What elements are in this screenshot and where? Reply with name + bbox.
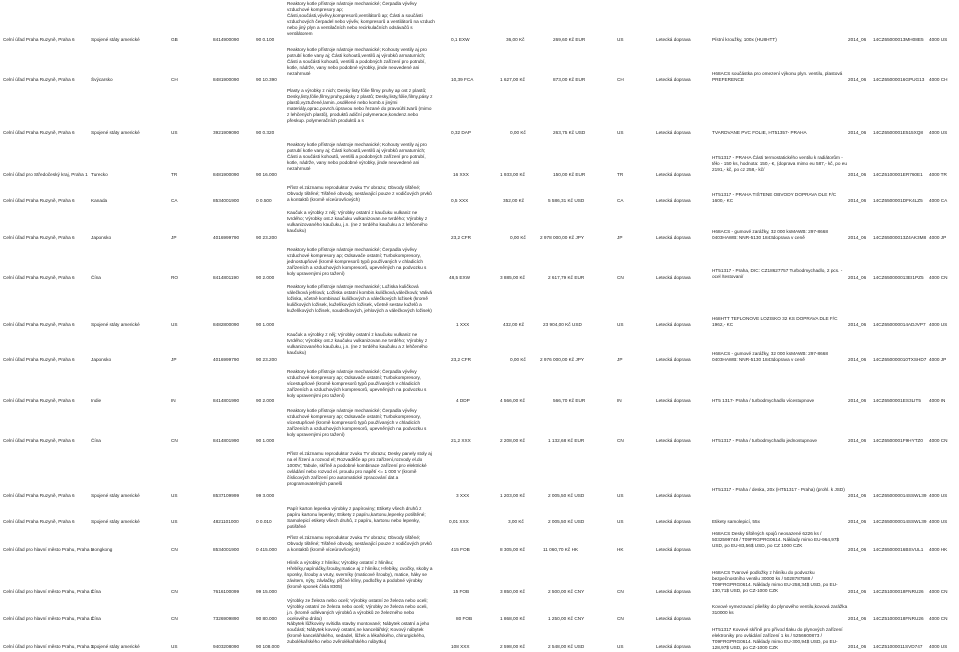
invoice-value: 2 978 000,00 Kč JPY (540, 235, 585, 240)
customs-office: Celní úřad pro hlavní město Prahu, Praha 1 (3, 547, 94, 552)
goods-description: Reaktory kotle přístroje nástroje mechanické; Čerpadla vývěvy vzduchové kompresory ap; Odsavače ostatní; Turbokompresory, vícestupňové (kromě kompresorů typů používaných v chladicích zařízeních a vzduchových kompresorů, upevněných na podvozku s koly upravenými pro tažení) (287, 369, 427, 399)
office-code: 4000 IN (929, 398, 946, 403)
preference-weight: 0 0.500 (256, 198, 272, 203)
quantity-incoterm: 1 XXX (456, 322, 470, 327)
origin-country: Japonsko (91, 235, 112, 240)
period: 2014_06 (848, 493, 867, 498)
goods-note: HT51317 - Praha / turbodmychadlo jednostupnove (712, 438, 818, 443)
goods-description: Reaktory kotle přístroje nástroje mechanické; Ložiska kuličková válečková jehlová; Ložiska ostatní kombin.kuličková,válečková; Valivá ložiska, včetně kombinací kuličkových a válečkových ložisek (kromě kuličkových ložisek, kuželíkových ložisek, včetně sestav kuželů a kuželíkových ložisek, soudečkových, jehlových a válečkových ložisek) (287, 284, 433, 314)
declaration-id: 14CZ650000013EI1PZ5 (873, 275, 924, 280)
customs-value: 3 850,00 Kč (500, 589, 526, 594)
office-code: 4000 JP (929, 357, 947, 362)
currency-country: HK (617, 547, 624, 552)
country-code: CN (171, 547, 178, 552)
transport-mode: Letecká doprava (656, 37, 691, 42)
period: 2014_06 (848, 275, 867, 280)
goods-note: HT51317 - Praha, DIC: CZ18627757 Turbodmychadlo, 2 pcs. - ocel /testovani/ (712, 268, 843, 280)
period: 2014_06 (848, 398, 867, 403)
customs-value: 4 566,00 Kč (500, 398, 526, 403)
currency-country: JP (617, 235, 623, 240)
office-code: 4000 CN (929, 438, 948, 443)
declaration-id: 14CZ6500001ES3LIT5 (873, 398, 921, 403)
preference-weight: 0 415.000 (256, 547, 277, 552)
hs-code: 8414801990 (213, 438, 240, 443)
customs-value: 8 305,00 Kč (500, 547, 526, 552)
quantity-incoterm: 21,2 XXX (451, 438, 471, 443)
goods-note: HT51317 - PRAHA TIŠTENE OBVODY DOPRAVA DLE F/C 1600,- KC (712, 192, 837, 204)
period: 2014_06 (848, 235, 867, 240)
hs-code: 8537109999 (213, 493, 240, 498)
office-code: 4000 HK (929, 547, 948, 552)
goods-note: Pístní kroužky, 100x (HU8HTT) (712, 37, 777, 42)
preference-weight: 90 2.000 (256, 398, 275, 403)
preference-weight: 90 2.000 (256, 275, 275, 280)
quantity-incoterm: 0,32 DAP (451, 130, 472, 135)
goods-note: H68ACS Desky tištěných spojů neosazené 6226 ks / 5032599748 / T09FRGPRG0614. Náklady mimo EU-964,97$ USD, po EU-83,56$ USD, po CZ 1000 CZK (712, 531, 840, 549)
quantity-incoterm: 48,5 EXW (449, 275, 471, 280)
invoice-value: 2 005,50 Kč USD (548, 493, 585, 498)
quantity-incoterm: 16 XXX (453, 172, 469, 177)
origin-country: Čína (91, 438, 101, 443)
preference-weight: 99 15.000 (256, 589, 277, 594)
office-code: 4000 CN (929, 275, 948, 280)
country-code: TR (171, 172, 178, 177)
customs-value: 1 868,00 Kč (500, 616, 526, 621)
quantity-incoterm: 0,01 XXX (449, 519, 469, 524)
office-code: 4000 US (929, 644, 948, 649)
transport-mode: Letecká doprava (656, 275, 691, 280)
preference-weight: 90 0.320 (256, 130, 275, 135)
period: 2014_06 (848, 322, 867, 327)
customs-office: Celní úřad pro hlavní město Prahu, Praha 1 (3, 644, 94, 649)
period: 2014_06 (848, 172, 867, 177)
country-code: US (171, 493, 178, 498)
period: 2014_06 (848, 589, 867, 594)
invoice-value: 2 617,79 Kč EUR (548, 275, 585, 280)
country-code: US (171, 322, 178, 327)
currency-country: CN (617, 275, 624, 280)
customs-value: 2 598,00 Kč (500, 644, 526, 649)
origin-country: Hongkong (91, 547, 113, 552)
customs-value: 1 203,00 Kč (500, 493, 526, 498)
declaration-id: 14CZ6500001F9HYTZ0 (873, 438, 924, 443)
invoice-value: 2 976 000,00 Kč JPY (540, 357, 585, 362)
declaration-id: 14CZ6500001DFK4LZ5 (873, 198, 923, 203)
customs-office: Celní úřad Praha Ruzyně, Praha 6 (3, 438, 75, 443)
preference-weight: 90 10.390 (256, 77, 277, 82)
country-code: IN (171, 398, 176, 403)
country-code: US (171, 644, 178, 649)
declaration-id: 14CZ51000018FNRU26 (873, 616, 924, 621)
currency-country: US (617, 37, 624, 42)
hs-code: 7616100099 (213, 589, 240, 594)
declaration-id: 14CZ650000010TXSHD7 (873, 357, 927, 362)
hs-code: 3921909090 (213, 130, 240, 135)
hs-code: 8481900090 (213, 172, 240, 177)
goods-description: Reaktory kotle přístroje nástroje mechanické; Čerpadla vývěvy vzduchové kompresory ap; Odsavače ostatní; Turbokompresory, jednostupňové (kromě kompresorů typů používaných v chladicích zařízeních a vzduchových kompresorů, upevněných na podvozku s koly upravenými pro tažení) (287, 247, 427, 277)
customs-office: Celní úřad pro hlavní město Prahu, Praha 1 (3, 589, 94, 594)
customs-office: Celní úřad Praha Ruzyně, Praha 6 (3, 398, 75, 403)
country-code: CN (171, 589, 178, 594)
customs-value: 432,00 Kč (503, 322, 525, 327)
customs-office: Celní úřad Praha Ruzyně, Praha 6 (3, 322, 75, 327)
office-code: 4000 US (929, 519, 948, 524)
hs-code: 8481900090 (213, 77, 240, 82)
transport-mode: Letecká doprava (656, 398, 691, 403)
quantity-incoterm: 108 XXX (451, 644, 470, 649)
goods-description: Papír karton lepenka výrobky z papíroviny; Etikety všech druhů z papíru kartonu lepenky; Etikety z papíru,kartonu,lepenky potištěné; Samolepicí etikety všech druhů, z papíru, kartonu nebo lepenky, potištěné (287, 506, 426, 530)
goods-description: Přístr el.záznamu reproduktor zvuku TV obrazu; Obvody tištěné; Obvody tištěné; Tištěné obvody, sestávající pouze z vodičových prvků a kontaktů (kromě víceúrovňových) (287, 185, 432, 203)
country-code: GB (171, 37, 178, 42)
transport-mode: Letecká doprava (656, 589, 691, 594)
period: 2014_06 (848, 37, 867, 42)
invoice-value: 1 250,00 Kč CNY (548, 616, 585, 621)
goods-note: HT5 1317- Praha / turbodmychadlo vícestupnove (712, 398, 815, 403)
office-code: 4000 US (929, 130, 948, 135)
quantity-incoterm: 10,39 FCA (451, 77, 474, 82)
transport-mode: Letecká doprava (656, 493, 691, 498)
currency-country: IN (617, 398, 622, 403)
goods-note: H68ACS Tvarové podložky z hliníku do podvozku bezpečnostního ventilu 30000 ks / 5028787588 / T09FRGPRG0614. Náklady mimo EU-258,34$ USD, po EU-130,71$ USD, po CZ-1000 CZK (712, 570, 838, 594)
declaration-id: 14CZ51000011SVD747 (873, 644, 923, 649)
transport-mode: Letecká doprava (656, 172, 691, 177)
quantity-incoterm: 23,2 CFR (451, 235, 472, 240)
hs-code: 7326909890 (213, 616, 240, 621)
goods-description: Kaučuk a výrobky z něj; Výrobky ostatní z kaučuku vulkaniz ne tvrdého; Výrobky ost.z kaučuku vulkanizovan.ne tvrdého; Výrobky z vulkanizovaného kaučuku, j.n. (ne z tvrdého kaučuku a z lehčeného kaučuku) (287, 332, 428, 356)
goods-description: Nábytek lůžkoviny svítidla stavby montované; Nábytek ostatní a jeho součásti; Nábytek kovový ostatní,ne kancelářský; Kovový nábytek (kromě kancelářského, sedadel, lůžek a lékařského, chirurgického, zubolékařského nebo zvěrolékařského nábytku) (287, 621, 430, 645)
preference-weight: 90 1.000 (256, 322, 275, 327)
customs-office: Celní úřad pro Středočeský kraj, Praha 1 (3, 172, 88, 177)
currency-country: TR (617, 172, 624, 177)
currency-country: CN (617, 616, 624, 621)
customs-office: Celní úřad Praha Ruzyně, Praha 6 (3, 357, 75, 362)
period: 2014_06 (848, 357, 867, 362)
customs-value: 3 885,00 Kč (500, 275, 526, 280)
goods-note: H68ACS - gumové zarážky, 32 000 ksMAWB: 297-8668 0403HAWB: NNR-5130 1843doprava v ceně (712, 351, 828, 363)
hs-code: 4821101000 (213, 519, 239, 524)
country-code: US (171, 130, 178, 135)
customs-office: Celní úřad Praha Ruzyně, Praha 6 (3, 235, 75, 240)
declaration-id: 14CZ6100001ER760E1 (873, 172, 923, 177)
declaration-id: 14CZ51000018FNRU26 (873, 589, 924, 594)
country-code: US (171, 519, 178, 524)
origin-country: Kanada (91, 198, 108, 203)
declaration-id: 14CZ650000014SSWL39 (873, 493, 927, 498)
country-code: RO (171, 275, 179, 280)
goods-description: Reaktory kotle přístroje nástroje mechanické; Kohouty ventily aj pro potrubí kotle vany aj; Části kohoutů,ventilů aj výrobků armaturních; Části a součásti kohoutů, ventilů a podobných zařízení pro potrubí, kotle, nádrže, vany nebo podobné výrobky, jinde neuvedené ani nezahrnuté (287, 47, 427, 77)
origin-country: Čína (91, 589, 101, 594)
period: 2014_06 (848, 644, 867, 649)
invoice-value: 5 586,31 Kč USD (548, 198, 585, 203)
preference-weight: 90 80.000 (256, 616, 277, 621)
customs-office: Celní úřad pro hlavní město Prahu, Praha 1 (3, 616, 94, 621)
declaration-id: 14CZ6500001E515XQ8 (873, 130, 924, 135)
transport-mode: Letecká doprava (656, 644, 691, 649)
origin-country: Spojené státy americké (91, 130, 140, 135)
currency-country: US (617, 493, 624, 498)
invoice-value: 269,60 Kč EUR (553, 37, 586, 42)
office-code: 4000 TR (929, 172, 947, 177)
invoice-value: 150,00 Kč EUR (553, 172, 586, 177)
customs-office: Celní úřad Praha Ruzyně, Praha 6 (3, 77, 75, 82)
invoice-value: 263,75 Kč USD (553, 130, 586, 135)
origin-country: Čína (91, 275, 101, 280)
goods-description: Reaktory kotle přístroje nástroje mechanické; Čerpadla vývěvy vzduchové kompresory ap; Části,součásti,vývěvy,kompresorů,ventilátorů ap; Části a součásti vzduchových čerpadel nebo vývěv, kompresorů a ventilátorů na vzduch nebo jiný plyn a ventilačních nebo recirkulačních odsávačů s ventilátorem (287, 1, 435, 37)
origin-country: Spojené státy americké (91, 37, 140, 42)
invoice-value: 566,70 Kč EUR (553, 398, 586, 403)
customs-value: 2 208,00 Kč (500, 438, 526, 443)
country-code: JP (171, 235, 177, 240)
currency-country: US (617, 644, 624, 649)
customs-value: 1 627,00 Kč (500, 77, 526, 82)
preference-weight: 0 0.010 (256, 519, 272, 524)
country-code: CN (171, 616, 178, 621)
origin-country: Spojené státy americké (91, 519, 140, 524)
currency-country: CH (617, 77, 624, 82)
customs-office: Celní úřad Praha Ruzyně, Praha 6 (3, 275, 75, 280)
quantity-incoterm: 80 FOB (456, 616, 473, 621)
customs-value: 36,00 Kč (506, 37, 525, 42)
office-code: 4000 US (929, 37, 948, 42)
origin-country: Čína (91, 616, 101, 621)
origin-country: Spojené státy americké (91, 493, 140, 498)
declaration-id: 14CZ65000013MH08E5 (873, 37, 924, 42)
quantity-incoterm: 23,2 CFR (451, 357, 472, 362)
transport-mode: Letecká doprava (656, 438, 691, 443)
currency-country: CA (617, 198, 624, 203)
customs-value: 0,00 Kč (510, 357, 526, 362)
customs-value: 0,00 Kč (510, 130, 526, 135)
invoice-value: 11 060,70 Kč HK (543, 547, 579, 552)
office-code: 4000 JP (929, 235, 947, 240)
period: 2014_06 (848, 547, 867, 552)
hs-code: 8534001900 (213, 198, 240, 203)
goods-note: H68ACS - gumové zarážky, 32 000 ksMAWB: 297-8668 0403HAWB: NNR-5130 1843doprava v ceně (712, 229, 828, 241)
hs-code: 8414801990 (213, 398, 240, 403)
customs-office: Celní úřad Praha Ruzyně, Praha 6 (3, 519, 75, 524)
origin-country: Japonsko (91, 357, 112, 362)
transport-mode: Letecká doprava (656, 198, 691, 203)
currency-country: CN (617, 589, 624, 594)
invoice-value: 873,00 Kč EUR (553, 77, 586, 82)
quantity-incoterm: 15 FOB (453, 589, 470, 594)
invoice-value: 2 548,00 Kč USD (548, 644, 585, 649)
hs-code: 8414900090 (213, 37, 240, 42)
goods-description: Kaučuk a výrobky z něj; Výrobky ostatní z kaučuku vulkaniz ne tvrdého; Výrobky ost.z kaučuku vulkanizovan.ne tvrdého; Výrobky z vulkanizovaného kaučuku, j.n. (ne z tvrdého kaučuku a z lehčeného kaučuku) (287, 210, 428, 234)
customs-value: 1 933,00 Kč (500, 172, 526, 177)
period: 2014_06 (848, 198, 867, 203)
period: 2014_06 (848, 616, 867, 621)
period: 2014_06 (848, 519, 867, 524)
period: 2014_06 (848, 130, 867, 135)
goods-description: Reaktory kotle přístroje nástroje mechanické; Čerpadla vývěvy vzduchové kompresory ap; Odsavače ostatní; Turbokompresory, vícestupňové (kromě kompresorů typů používaných v chladicích zařízeních a vzduchových kompresorů, upevněných na podvozku s koly upravenými pro tažení) (287, 408, 427, 438)
goods-note: TVARDVANE PVC FOLIE, HT51357- PRAHA (712, 130, 807, 135)
preference-weight: 99 3.000 (256, 493, 275, 498)
hs-code: 9403208090 (213, 644, 240, 649)
currency-country: US (617, 519, 624, 524)
country-code: JP (171, 357, 177, 362)
preference-weight: 90 16.000 (256, 172, 277, 177)
invoice-value: 23 904,00 Kč USD (543, 322, 582, 327)
country-code: CH (171, 77, 178, 82)
quantity-incoterm: 0,1 EXW (451, 37, 470, 42)
goods-description: Plasty a výrobky z nich; Desky listy fólie filmy pruhy ap ost z plastů; Desky,listy,fólie,filmy,pruhy,pásky z plastů; Desky,listy,fólie,filmy,pásy z plastů,vyztužené,lamin.,osdělené nebo komb.s jinými materiály,oprac.povrch.úpravou nebo řezané do pravoúhl.tvarů (mimo z lehčených plastů), produktů adiční polymerace,kondenz.nebo přeskup. polymeračních produktů a s (287, 88, 433, 124)
currency-country: JP (617, 357, 623, 362)
declaration-id: 14CZ650000014SSWL39 (873, 519, 927, 524)
origin-country: Turecko (91, 172, 108, 177)
currency-country: CN (617, 438, 624, 443)
country-code: CN (171, 438, 178, 443)
preference-weight: 90 23.200 (256, 357, 277, 362)
origin-country: Spojené státy americké (91, 322, 140, 327)
declaration-id: 14CZ65000013Z4AK3M8 (873, 235, 927, 240)
hs-code: 8414801190 (213, 275, 239, 280)
customs-value: 0,00 Kč (510, 235, 526, 240)
invoice-value: 1 132,68 Kč EUR (548, 438, 585, 443)
transport-mode: Letecká doprava (656, 130, 691, 135)
transport-mode: Letecká doprava (656, 519, 691, 524)
declaration-id: 14CZ650000014ADJVP7 (873, 322, 926, 327)
transport-mode: Letecká doprava (656, 235, 691, 240)
goods-description: Výrobky ze železa nebo oceli; Výrobky ostatní ze železa nebo oceli; Výrobky ostatní ze železa nebo oceli; Výrobky ze železa nebo oceli, j.n. (kromě odlévaných výrobků a výrobků ze železného nebo ocelového drátu) (287, 598, 428, 622)
invoice-value: 2 500,00 Kč CNY (548, 589, 585, 594)
customs-office: Celní úřad Praha Ruzyně, Praha 6 (3, 493, 75, 498)
period: 2014_06 (848, 77, 867, 82)
office-code: 4000 US (929, 322, 948, 327)
transport-mode: Letecká doprava (656, 357, 691, 362)
goods-description: Přístr el.záznamu reproduktor zvuku TV obrazu; Desky panely stoly aj na el řízení a rozvod el; Rozvaděče ap pro zařízení,rozvody el.do 1000V; Tabule, skříně a podobné kombinace zařízení pro elektrické ovládání nebo rozvod el. proudu pro napětí <= 1 000 V (kromě číslicových zařízení pro automatické zpracování dat a programovatelných panelů (287, 451, 432, 487)
country-code: CA (171, 198, 178, 203)
quantity-incoterm: 4 DDP (456, 398, 470, 403)
origin-country: Indie (91, 398, 102, 403)
preference-weight: 90 1.000 (256, 438, 275, 443)
currency-country: US (617, 322, 624, 327)
preference-weight: 90 108.000 (256, 644, 280, 649)
transport-mode: Letecká doprava (656, 322, 691, 327)
hs-code: 4016999790 (213, 235, 240, 240)
hs-code: 8534001900 (213, 547, 240, 552)
preference-weight: 90 0.100 (256, 37, 275, 42)
goods-note: H68ACS součástka pro omezení výkonu plyn. ventilu, plastová PREFERENCE (712, 71, 843, 83)
goods-description: Přístr el.záznamu reproduktor zvuku TV obrazu; Obvody tištěné; Obvody tištěné; Tištěné obvody, sestávající pouze z vodičových prvků a kontaktů (kromě víceúrovňových) (287, 535, 432, 553)
transport-mode: Letecká doprava (656, 547, 691, 552)
customs-office: Celní úřad Praha Ruzyně, Praha 6 (3, 130, 75, 135)
goods-description: Hliník a výrobky z hliníku; Výrobky ostatní z hliníku; Hřebíky,napínáčky,šrouby,matice aj z hliníku; Hřebíky, cvočky, skoby a sponky, šrouby a vruty, sverníky (maticové šrouby), matice, háky se závitem, nýty, závlačky, příčné klíny, podložky a podobné výrobky (kromě sponek čísla 8305) (287, 560, 433, 590)
office-code: 4000 CN (929, 616, 948, 621)
goods-note: H68HTT TEFLONOVE LOZISKO 32 KS DOPRAVA DLE F/C 1962,- KC (712, 316, 838, 328)
currency-country: US (617, 130, 624, 135)
invoice-value: 2 005,50 Kč USD (548, 519, 585, 524)
goods-description: Reaktory kotle přístroje nástroje mechanické; Kohouty ventily aj pro potrubí kotle vany aj; Části kohoutů,ventilů aj výrobků armaturních; Části a součásti kohoutů, ventilů a podobných zařízení pro potrubí, kotle, nádrže, vany nebo podobné výrobky, jinde neuvedené ani nezahrnuté (287, 142, 427, 172)
customs-office: Celní úřad Praha Ruzyně, Praha 6 (3, 198, 75, 203)
transport-mode: Letecká doprava (656, 616, 691, 621)
quantity-incoterm: 415 FOB (451, 547, 470, 552)
customs-value: 352,00 Kč (503, 198, 525, 203)
declaration-id: 14CZ65000016GPUG13 (873, 77, 925, 82)
period: 2014_06 (848, 438, 867, 443)
customs-value: 3,00 Kč (508, 519, 524, 524)
office-code: 4000 CA (929, 198, 948, 203)
customs-office: Celní úřad Praha Ruzyně, Praha 6 (3, 37, 75, 42)
declaration-id: 14CZ65000016BSVUL1 (873, 547, 924, 552)
goods-note: HT51317 Kovové skříně pro přívod tlaku do plynových zařízení elektroniky pro ovládání zařízení 1 ks / 5256600873 / T09FRGPRG0614. Náklady mimo EU-300,94$ USD, po EU-128,97$ USD, po CZ-1000 CZK (712, 627, 843, 651)
hs-code: 4016999790 (213, 357, 240, 362)
office-code: 4000 CH (929, 77, 948, 82)
goods-note: HT51317 - PRAHA Části termostatického ventilu k radiátorům - těło - 150 ks, hodnota: 150,- €, (doprava mimo eu 587,- kč, po eu 2191,- kč, po cz 258,- kč/ (712, 155, 847, 173)
origin-country: Švýcarsko (91, 77, 113, 82)
quantity-incoterm: 0,5 XXX (451, 198, 469, 203)
goods-note: HT51317 - Praha / deska, 20x (HT51317 - Praha) (prohl. k JSD) (712, 487, 845, 492)
hs-code: 8482800090 (213, 322, 240, 327)
office-code: 4000 CN (929, 589, 948, 594)
origin-country: Spojené státy americké (91, 644, 140, 649)
office-code: 4000 US (929, 493, 948, 498)
preference-weight: 90 23.200 (256, 235, 277, 240)
goods-note: Etikety samolepicí, 55x (712, 519, 760, 524)
quantity-incoterm: 3 XXX (456, 493, 470, 498)
goods-note: Kovové vymezovací pliešky do plynového ventilu,kovová zarážka 310000 ks (712, 604, 848, 616)
transport-mode: Letecká doprava (656, 77, 691, 82)
